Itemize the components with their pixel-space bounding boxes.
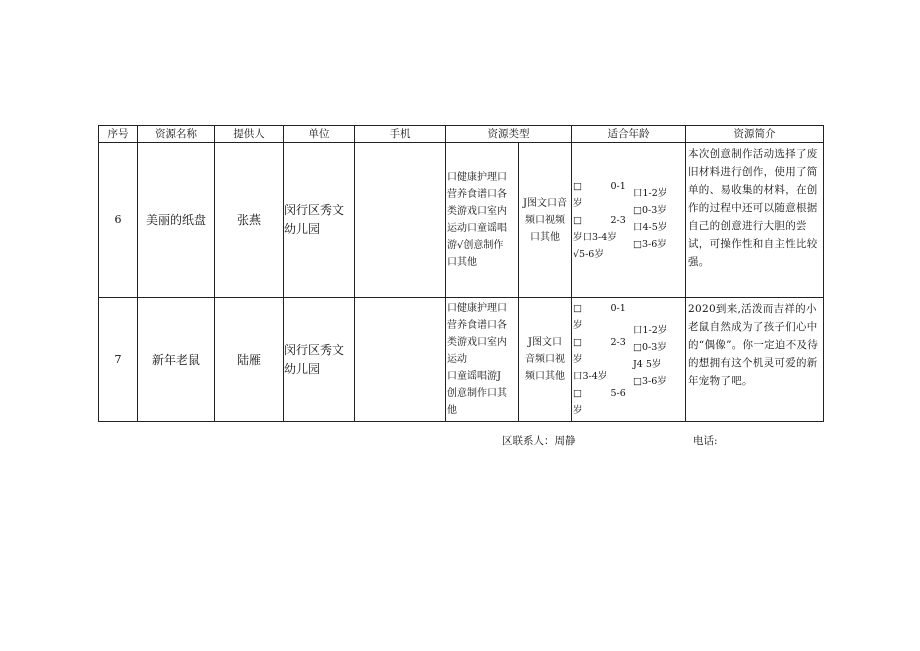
- age-options-a: [572, 300, 631, 419]
- type-line: 营养食谱口各: [447, 320, 507, 331]
- age-line: □3-6岁: [633, 238, 667, 250]
- type-options-b: [519, 143, 571, 297]
- header-row: [99, 126, 824, 143]
- type-line: 口童谣唱游J: [447, 371, 502, 382]
- header-phone: 手机: [355, 126, 446, 143]
- age-line: 岁: [573, 320, 583, 331]
- type-line: 他: [447, 405, 457, 416]
- age-line: □ 2-3: [573, 214, 626, 226]
- type-options-a: [446, 298, 519, 421]
- row-name: 美丽的纸盘: [138, 143, 215, 298]
- age-line: 口3-4岁: [573, 371, 608, 382]
- row-provider: 张燕: [215, 143, 284, 298]
- age-line: □3-6岁: [633, 376, 667, 387]
- type-line: 营养食谱口各: [447, 189, 507, 200]
- row-unit: 闵行区秀文幼儿园: [284, 298, 355, 422]
- intro-text: 2020到来,活泼而吉祥的小老鼠自然成为了孩子们心中的“偶像”。你一定迫不及待的想拥有这个机灵可爱的新年宠物了吧。: [688, 303, 819, 387]
- type-line: 运动口童谣唱: [447, 223, 507, 234]
- header-provider: 提供人: [215, 126, 284, 143]
- header-age: 适合年龄: [572, 126, 686, 143]
- table-row: [99, 298, 824, 422]
- age-line: 岁: [573, 197, 583, 209]
- type-options-a: [446, 143, 519, 297]
- footer-contact: 区联系人：周静: [502, 435, 576, 447]
- age-line: √5-6岁: [573, 248, 604, 260]
- header-type: 资源类型: [446, 126, 572, 143]
- resource-table: [98, 125, 824, 422]
- age-line: 口1-2岁: [633, 325, 668, 336]
- row-types: [446, 143, 572, 298]
- type-line: 创意制作口其: [447, 388, 507, 399]
- row-name: 新年老鼠: [138, 298, 215, 422]
- row-provider: 陆雁: [215, 298, 284, 422]
- row-no: 6: [99, 143, 138, 298]
- header-name: 资源名称: [138, 126, 215, 143]
- row-intro: [686, 298, 824, 422]
- type-line: 运动: [447, 354, 467, 365]
- type-line: 音频口视: [525, 354, 565, 365]
- row-intro: [686, 143, 824, 298]
- type-line: 类游戏口室内: [447, 337, 507, 348]
- header-no: 序号: [99, 126, 138, 143]
- row-phone: [355, 143, 446, 298]
- age-line: 口4-5岁: [633, 221, 668, 233]
- footer-phone-label: 电话:: [693, 435, 718, 447]
- type-options-b: [519, 298, 571, 421]
- table-row: [99, 143, 824, 298]
- type-line: 频口其他: [525, 371, 565, 382]
- age-line: J4 5岁: [633, 359, 662, 370]
- age-line: □ 5-6: [573, 388, 626, 399]
- intro-text: 本次创意制作活动选择了废旧材料进行创作，使用了简单的、易收集的材料，在创作的过程中还可以随意根据自己的创意进行大胆的尝试，可操作性和自主性比较强。: [688, 148, 818, 268]
- type-line: 口健康护理口: [447, 303, 507, 314]
- age-line: 岁: [573, 405, 583, 416]
- age-options-a: [572, 178, 631, 263]
- type-line: 口健康护理口: [447, 172, 507, 183]
- age-line: □0-3岁: [633, 342, 667, 353]
- age-line: □ 0-1: [573, 303, 626, 314]
- age-line: □ 2-3: [573, 337, 626, 348]
- type-line: 口其他: [447, 257, 477, 268]
- age-line: 岁: [573, 354, 583, 365]
- age-line: □ 0-1: [573, 180, 626, 192]
- row-types: [446, 298, 572, 422]
- age-line: 岁口3-4岁: [573, 231, 617, 243]
- row-age: [572, 143, 686, 298]
- row-unit: 闵行区秀文幼儿园: [284, 143, 355, 298]
- type-line: 频口视频: [524, 214, 565, 226]
- type-line: J图文口音: [522, 197, 567, 209]
- header-unit: 单位: [284, 126, 355, 143]
- row-phone: [355, 298, 446, 422]
- type-line: 游√创意制作: [447, 240, 504, 251]
- row-no: 7: [99, 298, 138, 422]
- age-line: □0-3岁: [633, 204, 667, 216]
- header-intro: 资源简介: [686, 126, 824, 143]
- age-line: 口1-2岁: [633, 187, 668, 199]
- type-line: J图文口: [527, 337, 562, 348]
- age-options-b: [631, 178, 685, 263]
- type-line: 类游戏口室内: [447, 206, 507, 217]
- age-options-b: [631, 300, 685, 419]
- type-line: 口其他: [529, 231, 560, 243]
- row-age: [572, 298, 686, 422]
